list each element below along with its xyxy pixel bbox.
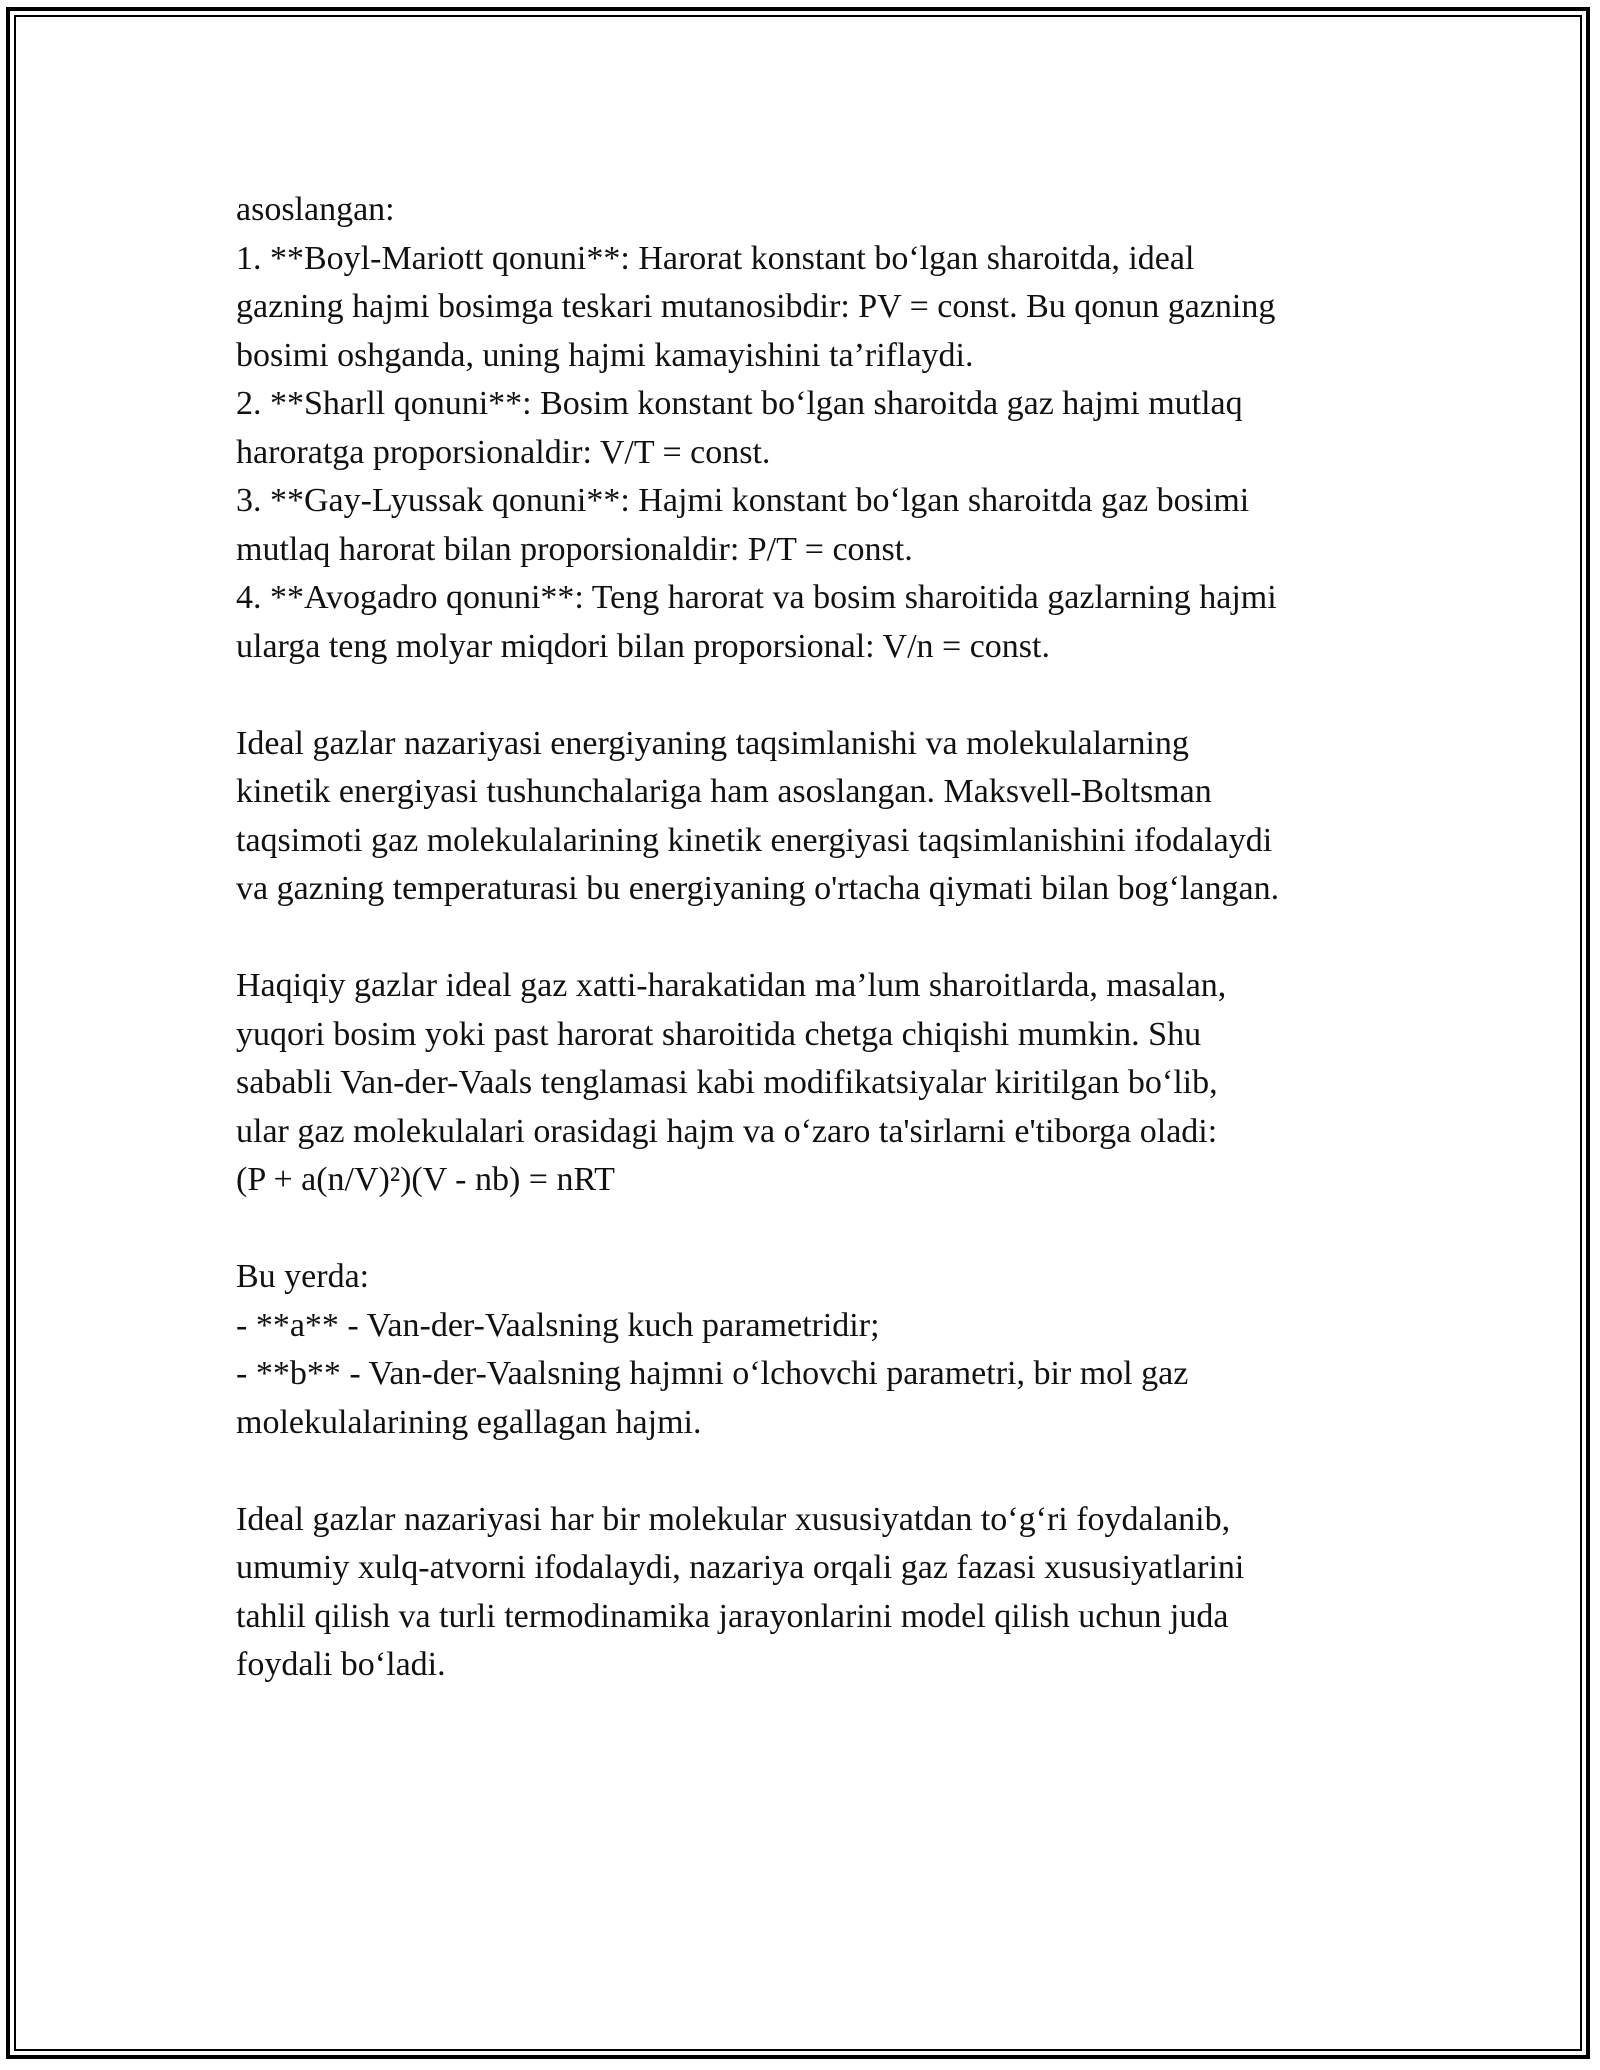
text-line: bosimi oshganda, uning hajmi kamayishini ta’riflaydi. (236, 336, 974, 374)
document-body (236, 186, 1416, 1690)
text-line: 3. **Gay-Lyussak qonuni**: Hajmi konstant bo‘lgan sharoitda gaz bosimi (236, 482, 1250, 519)
text-line: ularga teng molyar miqdori bilan proporsional: V/n = const. (236, 627, 1050, 665)
text-line: Ideal gazlar nazariyasi energiyaning taqsimlanishi va molekulalarning (236, 724, 1189, 762)
text-line: taqsimoti gaz molekulalarining kinetik energiyasi taqsimlanishini ifodalaydi (236, 821, 1273, 859)
paragraph (236, 962, 1416, 1205)
text-line: asoslangan: (236, 191, 395, 228)
text-line: foydali bo‘ladi. (236, 1646, 446, 1683)
text-line: yuqori bosim yoki past harorat sharoitida chetga chiqishi mumkin. Shu (236, 1015, 1202, 1053)
text-line: va gazning temperaturasi bu energiyaning o'rtacha qiymati bilan bog‘langan. (236, 870, 1280, 907)
text-line: gazning hajmi bosimga teskari mutanosibdir: PV = const. Bu qonun gazning (236, 288, 1276, 325)
text-line: Haqiqiy gazlar ideal gaz xatti-harakatidan ma’lum sharoitlarda, masalan, (236, 967, 1227, 1004)
text-line: sababli Van-der-Vaals tenglamasi kabi modifikatsiyalar kiritilgan bo‘lib, (236, 1064, 1218, 1101)
paragraph-gap (236, 1205, 1416, 1254)
text-line: 4. **Avogadro qonuni**: Teng harorat va bosim sharoitida gazlarning hajmi (236, 579, 1277, 616)
paragraph-gap (236, 671, 1416, 720)
text-line: molekulalarining egallagan hajmi. (236, 1403, 702, 1441)
paragraph-gap (236, 1447, 1416, 1496)
text-line: - **a** - Van-der-Vaalsning kuch parametridir; (236, 1306, 880, 1344)
text-line: haroratga proporsionaldir: V/T = const. (236, 433, 771, 471)
paragraph-gap (236, 914, 1416, 963)
text-line: kinetik energiyasi tushunchalariga ham asoslangan. Maksvell-Boltsman (236, 773, 1212, 810)
paragraph (236, 186, 1416, 671)
paragraph (236, 1253, 1416, 1447)
paragraph (236, 720, 1416, 914)
text-line: 2. **Sharll qonuni**: Bosim konstant bo‘lgan sharoitda gaz hajmi mutlaq (236, 385, 1243, 422)
paragraph (236, 1496, 1416, 1690)
text-line: Bu yerda: (236, 1258, 370, 1295)
text-line: tahlil qilish va turli termodinamika jarayonlarini model qilish uchun juda (236, 1597, 1229, 1635)
text-line: Ideal gazlar nazariyasi har bir molekular xususiyatdan to‘g‘ri foydalanib, (236, 1500, 1231, 1538)
text-line: ular gaz molekulalari orasidagi hajm va o‘zaro ta'sirlarni e'tiborga oladi: (236, 1112, 1218, 1150)
text-line: - **b** - Van-der-Vaalsning hajmni o‘lchovchi parametri, bir mol gaz (236, 1355, 1189, 1392)
text-line: 1. **Boyl-Mariott qonuni**: Harorat konstant bo‘lgan sharoitda, ideal (236, 239, 1195, 277)
text-line: umumiy xulq-atvorni ifodalaydi, nazariya orqali gaz fazasi xususiyatlarini (236, 1549, 1245, 1586)
text-line: mutlaq harorat bilan proporsionaldir: P/T = const. (236, 530, 913, 568)
text-line: (P + a(n/V)²)(V - nb) = nRT (236, 1161, 615, 1198)
